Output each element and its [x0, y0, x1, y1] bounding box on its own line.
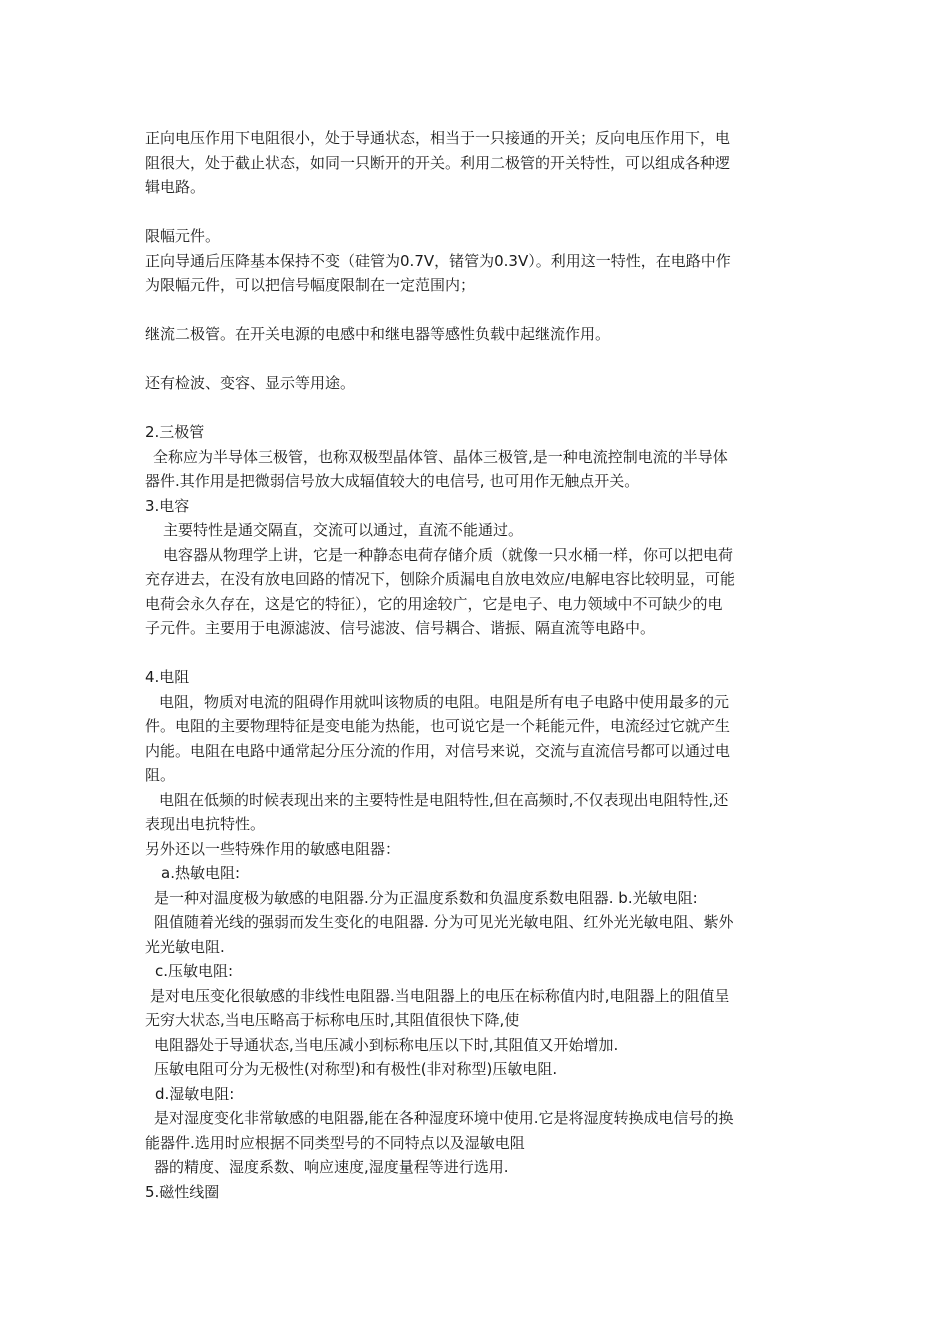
list-item-label: a.热敏电阻: — [161, 864, 241, 882]
blank-line — [145, 298, 813, 323]
text-line: 另外还以一些特殊作用的敏感电阻器： — [145, 839, 401, 858]
list-item-label: c.压敏电阻: — [155, 962, 234, 980]
blank-line — [145, 396, 813, 421]
text-line: 表现出电抗特性。 — [145, 815, 266, 833]
text-line: 辑电路。 — [145, 178, 206, 196]
text-line: 是对电压变化很敏感的非线性电阻器.当电阻器上的电压在标称值内时,电阻器上的阻值呈 — [150, 986, 730, 1005]
text-line: 阻。 — [145, 766, 176, 784]
text-line: 内能。电阻在电路中通常起分压分流的作用，对信号来说，交流与直流信号都可以通过电 — [145, 741, 731, 760]
text-line: 充存进去，在没有放电回路的情况下，刨除介质漏电自放电效应/电解电容比较明显，可能 — [145, 570, 736, 588]
text-line: 阻很大，处于截止状态，如同一只断开的开关。利用二极管的开关特性，可以组成各种逻 — [145, 153, 731, 172]
text-line: 主要特性是通交隔直，交流可以通过，直流不能通过。 — [163, 521, 524, 539]
text-line: 为限幅元件，可以把信号幅度限制在一定范围内； — [145, 276, 476, 294]
text-line: 电阻器处于导通状态,当电压减小到标称电压以下时,其阻值又开始增加. — [154, 1035, 619, 1054]
text-line: 电阻，物质对电流的阻碍作用就叫该物质的电阻。电阻是所有电子电路中使用最多的元 — [159, 692, 730, 711]
text-line: 光光敏电阻. — [145, 937, 225, 956]
text-line: 能器件.选用时应根据不同类型号的不同特点以及湿敏电阻 — [145, 1133, 525, 1152]
section-heading: 4.电阻 — [145, 668, 190, 686]
blank-line — [145, 347, 813, 372]
section-heading: 2.三极管 — [145, 423, 205, 441]
document-body — [145, 126, 813, 1204]
text-line: 器件.其作用是把微弱信号放大成辐值较大的电信号, 也可用作无触点开关。 — [145, 472, 640, 490]
text-line: 继流二极管。在开关电源的电感中和继电器等感性负载中起继流作用。 — [145, 325, 611, 343]
text-line: 件。电阻的主要物理特征是变电能为热能，也可说它是一个耗能元件，电流经过它就产生 — [145, 717, 731, 735]
text-line: 是对湿度变化非常敏感的电阻器,能在各种湿度环境中使用.它是将湿度转换成电信号的换 — [154, 1109, 734, 1127]
text-line: 电容器从物理学上讲，它是一种静态电荷存储介质（就像一只水桶一样，你可以把电荷 — [163, 545, 734, 564]
text-line: 阻值随着光线的强弱而发生变化的电阻器. 分为可见光光敏电阻、红外光光敏电阻、紫外 — [154, 913, 734, 931]
text-line: 是一种对温度极为敏感的电阻器.分为正温度系数和负温度系数电阻器. b.光敏电阻: — [154, 888, 698, 907]
text-line: 电阻在低频的时候表现出来的主要特性是电阻特性,但在高频时,不仅表现出电阻特性,还 — [159, 790, 729, 809]
text-line: 器的精度、湿度系数、响应速度,湿度量程等进行选用. — [154, 1158, 509, 1176]
text-line: 全称应为半导体三极管，也称双极型晶体管、晶体三极管,是一种电流控制电流的半导体 — [153, 447, 728, 466]
section-heading: 5.磁性线圈 — [145, 1182, 220, 1201]
blank-line — [145, 200, 813, 225]
list-item-label: d.湿敏电阻: — [155, 1084, 235, 1103]
section-heading: 3.电容 — [145, 496, 190, 515]
text-line: 正向导通后压降基本保持不变（硅管为0.7V，锗管为0.3V）。利用这一特性，在电路中作 — [145, 251, 731, 270]
blank-line — [145, 641, 813, 666]
text-line: 电荷会永久存在，这是它的特征），它的用途较广，它是电子、电力领域中不可缺少的电 — [145, 594, 723, 613]
text-line: 压敏电阻可分为无极性(对称型)和有极性(非对称型)压敏电阻. — [154, 1060, 558, 1078]
text-line: 子元件。主要用于电源滤波、信号滤波、信号耦合、谐振、隔直流等电路中。 — [145, 619, 656, 637]
text-line: 正向电压作用下电阻很小，处于导通状态，相当于一只接通的开关；反向电压作用下，电 — [145, 129, 731, 147]
text-line: 无穷大状态,当电压略高于标称电压时,其阻值很快下降,使 — [145, 1011, 520, 1029]
text-line: 限幅元件。 — [145, 227, 221, 245]
text-line: 还有检波、变容、显示等用途。 — [145, 374, 356, 392]
